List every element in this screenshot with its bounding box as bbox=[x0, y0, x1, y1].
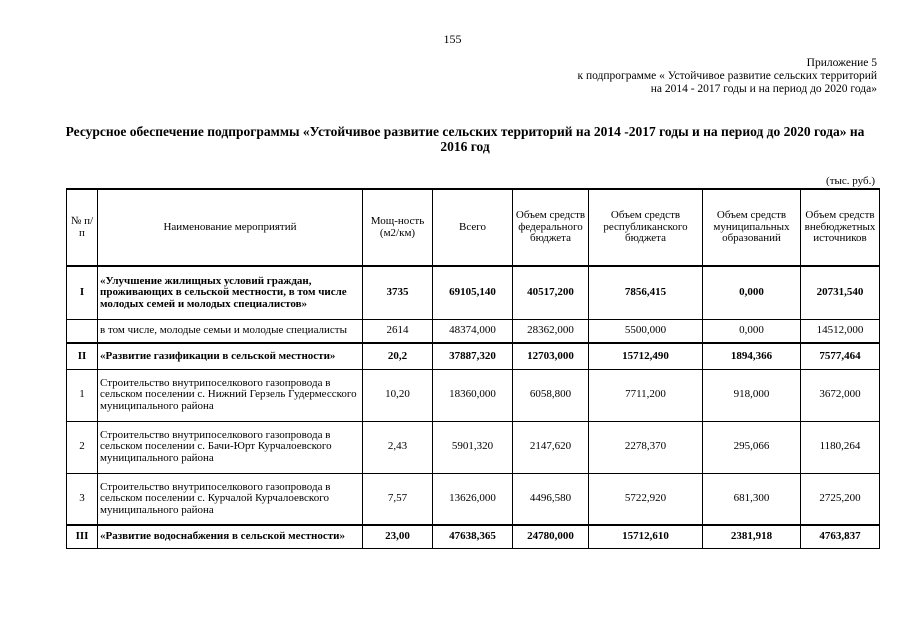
row-external: 20731,540 bbox=[801, 266, 880, 319]
appendix-line-3: на 2014 - 2017 годы и на период до 2020 года» bbox=[650, 83, 877, 95]
table-row bbox=[67, 473, 880, 525]
row-external: 7577,464 bbox=[801, 343, 880, 369]
row-republic: 5500,000 bbox=[589, 319, 703, 343]
row-name: Строительство внутрипоселкового газопровода в сельском поселении с. Нижний Герзель Гудермесского муниципального района bbox=[98, 369, 363, 421]
header-total: Всего bbox=[433, 189, 513, 266]
resource-table bbox=[66, 188, 880, 549]
row-num: I bbox=[67, 266, 98, 319]
row-municipal: 295,066 bbox=[703, 421, 801, 473]
row-capacity: 10,20 bbox=[363, 369, 433, 421]
row-municipal: 2381,918 bbox=[703, 525, 801, 548]
row-federal: 2147,620 bbox=[513, 421, 589, 473]
row-name: Строительство внутрипоселкового газопровода в сельском поселении с. Бачи-Юрт Курчалоевского муниципального района bbox=[98, 421, 363, 473]
row-municipal: 1894,366 bbox=[703, 343, 801, 369]
row-capacity: 3735 bbox=[363, 266, 433, 319]
row-name: «Развитие газификации в сельской местности» bbox=[98, 343, 363, 369]
document-title: Ресурсное обеспечение подпрограммы «Устойчивое развитие сельских территорий на 2014 -2017 годы и на период до 2020 года» на 2016 год bbox=[65, 124, 865, 154]
page-number: 155 bbox=[443, 32, 462, 46]
row-name: «Развитие водоснабжения в сельской местности» bbox=[98, 525, 363, 548]
appendix-note bbox=[578, 57, 877, 96]
table-row bbox=[67, 266, 880, 319]
row-republic: 7856,415 bbox=[589, 266, 703, 319]
row-num bbox=[67, 319, 98, 343]
header-name: Наименование мероприятий bbox=[98, 189, 363, 266]
row-municipal: 918,000 bbox=[703, 369, 801, 421]
row-num: 2 bbox=[67, 421, 98, 473]
appendix-line-2: к подпрограмме « Устойчивое развитие сельских территорий bbox=[577, 70, 877, 82]
row-total: 13626,000 bbox=[433, 473, 513, 525]
units-label: (тыс. руб.) bbox=[826, 175, 875, 187]
appendix-line-1: Приложение 5 bbox=[806, 57, 877, 69]
row-total: 5901,320 bbox=[433, 421, 513, 473]
row-name: Строительство внутрипоселкового газопровода в сельском поселении с. Курчалой Курчалоевского муниципального района bbox=[98, 473, 363, 525]
row-total: 47638,365 bbox=[433, 525, 513, 548]
row-external: 1180,264 bbox=[801, 421, 880, 473]
table-row bbox=[67, 319, 880, 343]
row-total: 18360,000 bbox=[433, 369, 513, 421]
row-federal: 40517,200 bbox=[513, 266, 589, 319]
row-federal: 12703,000 bbox=[513, 343, 589, 369]
row-external: 2725,200 bbox=[801, 473, 880, 525]
row-num: II bbox=[67, 343, 98, 369]
row-num: 1 bbox=[67, 369, 98, 421]
header-row bbox=[67, 189, 880, 266]
header-municipal: Объем средств муниципальных образований bbox=[703, 189, 801, 266]
header-external: Объем средств внебюджетных источников bbox=[801, 189, 880, 266]
row-external: 4763,837 bbox=[801, 525, 880, 548]
row-republic: 5722,920 bbox=[589, 473, 703, 525]
header-capacity: Мощ-ность (м2/км) bbox=[363, 189, 433, 266]
row-num: III bbox=[67, 525, 98, 548]
table-row bbox=[67, 343, 880, 369]
table-row bbox=[67, 421, 880, 473]
row-capacity: 23,00 bbox=[363, 525, 433, 548]
row-total: 37887,320 bbox=[433, 343, 513, 369]
row-total: 69105,140 bbox=[433, 266, 513, 319]
row-municipal: 0,000 bbox=[703, 319, 801, 343]
row-capacity: 20,2 bbox=[363, 343, 433, 369]
row-capacity: 7,57 bbox=[363, 473, 433, 525]
row-name: в том числе, молодые семьи и молодые специалисты bbox=[98, 319, 363, 343]
row-external: 3672,000 bbox=[801, 369, 880, 421]
row-municipal: 681,300 bbox=[703, 473, 801, 525]
row-external: 14512,000 bbox=[801, 319, 880, 343]
table-row bbox=[67, 525, 880, 548]
row-total: 48374,000 bbox=[433, 319, 513, 343]
row-municipal: 0,000 bbox=[703, 266, 801, 319]
row-name: «Улучшение жилищных условий граждан, проживающих в сельской местности, в том числе молодых семей и молодых специалистов» bbox=[98, 266, 363, 319]
row-republic: 15712,490 bbox=[589, 343, 703, 369]
row-republic: 2278,370 bbox=[589, 421, 703, 473]
row-num: 3 bbox=[67, 473, 98, 525]
row-federal: 28362,000 bbox=[513, 319, 589, 343]
header-federal: Объем средств федерального бюджета bbox=[513, 189, 589, 266]
row-capacity: 2614 bbox=[363, 319, 433, 343]
row-republic: 7711,200 bbox=[589, 369, 703, 421]
header-num: № п/п bbox=[67, 189, 98, 266]
row-federal: 6058,800 bbox=[513, 369, 589, 421]
row-federal: 4496,580 bbox=[513, 473, 589, 525]
table-row bbox=[67, 369, 880, 421]
header-republic: Объем средств республиканского бюджета bbox=[589, 189, 703, 266]
row-capacity: 2,43 bbox=[363, 421, 433, 473]
row-republic: 15712,610 bbox=[589, 525, 703, 548]
row-federal: 24780,000 bbox=[513, 525, 589, 548]
